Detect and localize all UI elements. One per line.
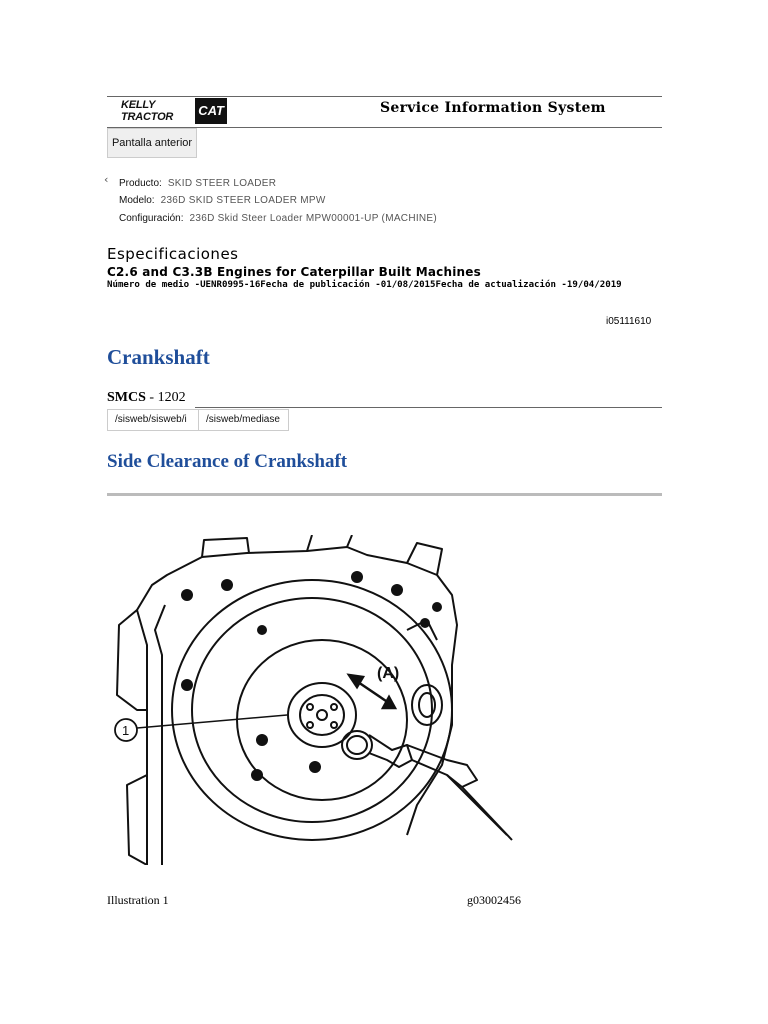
model-label: Modelo: xyxy=(119,195,155,206)
smcs-divider xyxy=(195,407,662,408)
config-row xyxy=(119,213,437,224)
kelly-tractor-logo xyxy=(107,96,227,126)
collapse-chevron-icon[interactable]: ‹ xyxy=(104,173,109,186)
illustration-code: g03002456 xyxy=(467,893,521,907)
config-label: Configuración: xyxy=(119,213,184,224)
sisweb-link-2[interactable]: /sisweb/mediase xyxy=(198,409,289,431)
system-title: Service Information System xyxy=(380,100,606,116)
subsection-title: Side Clearance of Crankshaft xyxy=(107,451,348,472)
config-value: 236D Skid Steer Loader MPW00001-UP (MACHINE) xyxy=(189,213,438,224)
smcs-code xyxy=(107,390,186,406)
illustration-caption: Illustration 1 xyxy=(107,893,169,907)
media-info: Número de medio -UENR0995-16Fecha de publicación -01/08/2015Fecha de actualización -19/04/2019 xyxy=(107,280,622,290)
product-label: Producto: xyxy=(119,178,162,189)
smcs-label: SMCS xyxy=(107,390,146,405)
cat-logo: CAT xyxy=(195,98,227,124)
smcs-value: - 1202 xyxy=(145,390,186,405)
header-top-divider xyxy=(107,96,662,97)
callout-1-label: 1 xyxy=(122,723,130,738)
callout-a-label: (A) xyxy=(377,665,400,682)
engines-title: C2.6 and C3.3B Engines for Caterpillar Built Machines xyxy=(107,265,481,279)
callout-1-leader xyxy=(137,715,287,728)
document-id: i05111610 xyxy=(606,316,652,327)
model-value: 236D SKID STEER LOADER MPW xyxy=(160,195,326,206)
product-row xyxy=(119,178,276,189)
logo-brand-text: KELLY TRACTOR xyxy=(121,99,174,123)
product-value: SKID STEER LOADER xyxy=(167,178,277,189)
sisweb-link-1[interactable]: /sisweb/sisweb/i xyxy=(107,409,199,431)
crankshaft-illustration xyxy=(107,535,517,865)
section-divider xyxy=(107,493,662,496)
section-title: Especificaciones xyxy=(107,245,239,263)
model-row xyxy=(119,195,326,206)
page-title: Crankshaft xyxy=(107,345,210,369)
back-button[interactable]: Pantalla anterior xyxy=(107,128,197,158)
